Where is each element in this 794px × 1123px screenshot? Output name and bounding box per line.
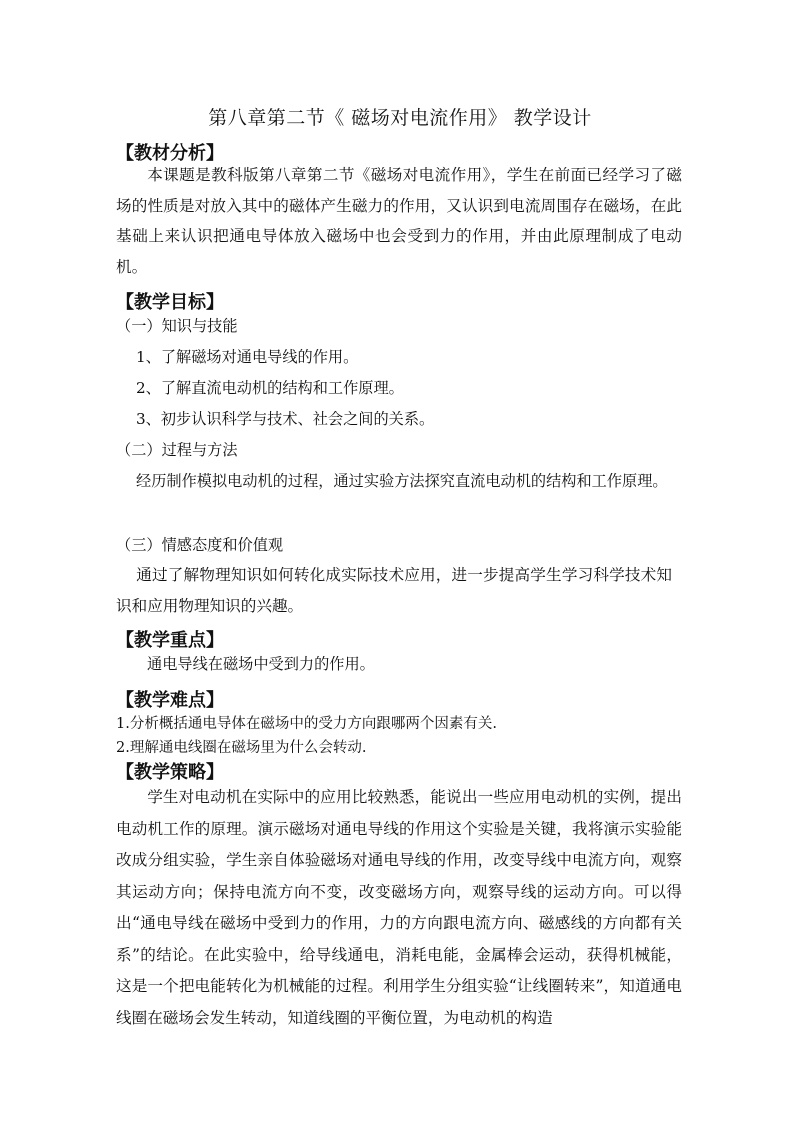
goal-item-3: 3、初步认识科学与技术、社会之间的关系。: [136, 410, 435, 428]
heading-strategy: 【教学策略】: [116, 762, 224, 783]
key-point-text: 通电导线在磁场中受到力的作用。: [147, 655, 375, 673]
heading-key-point: 【教学重点】: [116, 630, 224, 651]
strategy-text: 学生对电动机在实际中的应用比较熟悉，能说出一些应用电动机的实例，提出电动机工作的原理。演示磁场对通电导线的作用这个实验是关键，我将演示实验能改成分组实验，学生亲自体验磁场对通电导线的作用，改变导线中电流方向，观察其运动方向；保持电流方向不变，改变磁场方向，观察导线的运动方向。可以得出“通电导线在磁场中受到力的作用，力的方向跟电流方向、磁感线的方向都有关系”的结论。在此实验中，给导线通电，消耗电能，金属棒会运动，获得机械能，这是一个把电能转化为机械能的过程。利用学生分组实验“让线圈转来”，知道通电线圈在磁场会发生转动，知道线圈的平衡位置，为电动机的构造: [116, 788, 682, 1027]
process-method-text: 经历制作模拟电动机的过程，通过实验方法探究直流电动机的结构和工作原理。: [136, 472, 668, 490]
goal-item-2: 2、了解直流电动机的结构和工作原理。: [136, 379, 404, 397]
heading-difficulty: 【教学难点】: [116, 690, 224, 711]
subheading-attitude-values: （三）情感态度和价值观: [116, 536, 284, 554]
subheading-knowledge-skills: （一）知识与技能: [116, 317, 238, 335]
difficulty-item-1: 1.分析概括通电导体在磁场中的受力方向跟哪两个因素有关.: [116, 716, 497, 732]
heading-teaching-goals: 【教学目标】: [116, 292, 224, 313]
document-title: 第八章第二节《 磁场对电流作用》 教学设计: [208, 107, 592, 129]
paragraph-textbook-analysis: 本课题是教科版第八章第二节《磁场对电流作用》，学生在前面已经学习了磁场的性质是对放入其中的磁体产生磁力的作用，又认识到电流周围存在磁场，在此基础上来认识把通电导体放入磁场中也会受到力的作用，并由此原理制成了电动机。: [116, 166, 682, 276]
difficulty-item-2: 2.理解通电线圈在磁场里为什么会转动.: [116, 740, 367, 756]
subheading-process-method: （二）过程与方法: [116, 441, 238, 459]
heading-textbook-analysis: 【教材分析】: [116, 143, 224, 164]
attitude-values-text: 通过了解物理知识如何转化成实际技术应用，进一步提高学生学习科学技术知识和应用物理知识的兴趣。: [116, 566, 672, 615]
goal-item-1: 1、了解磁场对通电导线的作用。: [136, 348, 359, 366]
